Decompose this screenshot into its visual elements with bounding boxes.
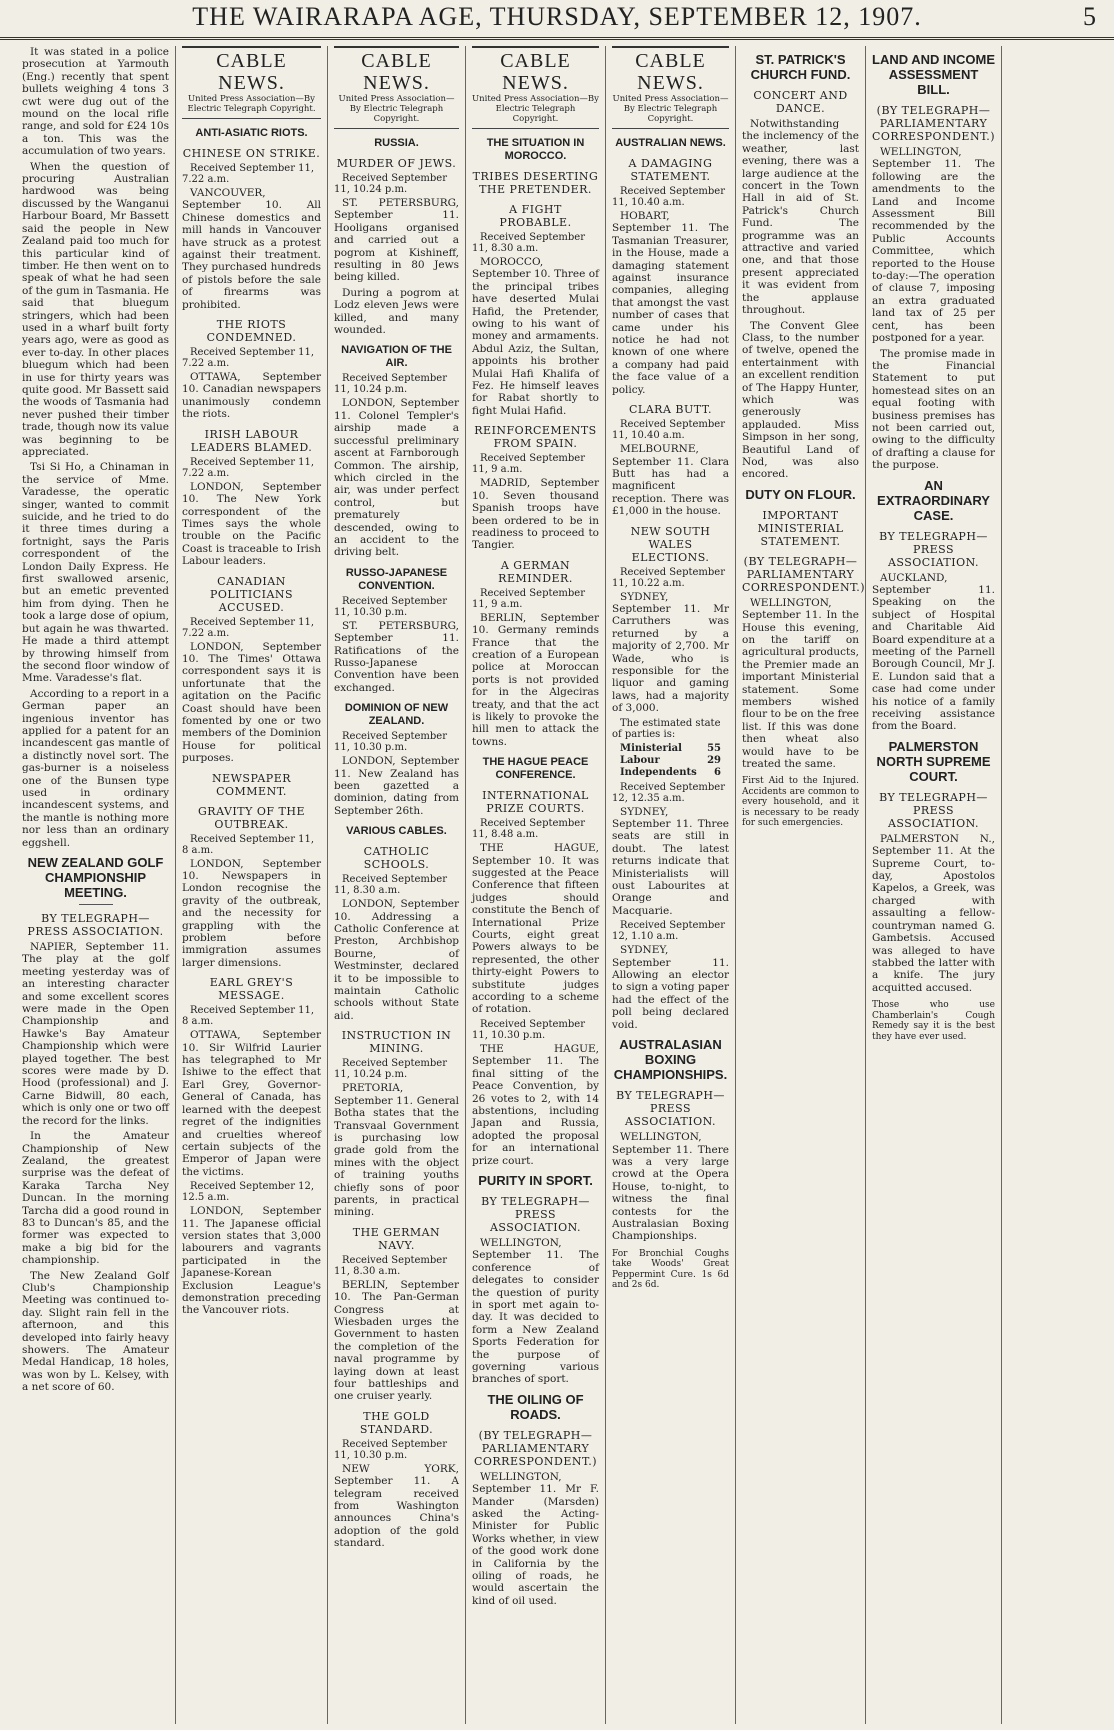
- headline: ST. PATRICK'S CHURCH FUND.: [750, 52, 851, 82]
- headline: PALMERSTON NORTH SUPREME COURT.: [876, 738, 991, 784]
- article-paragraph: NEW YORK, September 11. A telegram received from Washington announces China's adoption of the gold standard.: [334, 1462, 459, 1550]
- subheadline: THE GOLD STANDARD.: [359, 1409, 434, 1436]
- subheadline: CATHOLIC SCHOOLS.: [363, 845, 430, 872]
- article-paragraph: ST. PETERSBURG, September 11. Hooligans organised and carried out a pogrom at Kishineff, resulting in 80 Jews being killed.: [334, 197, 459, 284]
- article-paragraph: WELLINGTON, September 11. The following are the amendments to the Land and Income Assessment Bill recommended by the Public Accounts Committee, which reported to the House to-day:—The operation of clause 7, imposing an extra graduated land tax of 25 per cent, has been postponed for a year.: [872, 146, 995, 345]
- headline: NEW ZEALAND GOLF CHAMPIONSHIP MEETING.: [27, 855, 164, 900]
- received-line: Received September 11, 10.30 p.m.: [334, 731, 447, 754]
- subheadline: A DAMAGING STATEMENT.: [628, 157, 713, 183]
- article-paragraph: LONDON, September 11. The Japanese official version states that 3,000 labourers and vagrants participated in the Japanese-Korean Exclusion League's demonstration preceding the Vancouver riots.: [182, 1205, 321, 1317]
- received-line: Received September 11, 7.22 a.m.: [182, 616, 315, 639]
- headline: DOMINION OF NEW ZEALAND.: [344, 702, 449, 728]
- table-row: Independents 6: [620, 766, 721, 778]
- subheadline: MURDER OF JEWS.: [336, 157, 457, 170]
- byline: (BY TELEGRAPH—PARLIAMENTARY CORRESPONDENT.): [872, 104, 996, 143]
- article-paragraph: MADRID, September 10. Seven thousand Spanish troops have been ordered to be in readiness to proceed to Tangier.: [472, 477, 599, 552]
- received-line: Received September 11, 7.22 a.m.: [182, 163, 315, 185]
- article-paragraph: LONDON, September 10. The Times' Ottawa correspondent says it is unfortunate that the agitation on the Pacific Coast should have been fomented by one or two members of the Dominion House for political purposes.: [182, 640, 321, 765]
- subheadline: CHINESE ON STRIKE.: [182, 147, 321, 160]
- subheadline: THE GERMAN NAVY.: [352, 1225, 441, 1252]
- received-line: Received September 11, 7.22 a.m.: [182, 456, 315, 479]
- page-number: 5: [1083, 2, 1096, 31]
- article-paragraph: LONDON, September 10. Addressing a Catholic Conference at Preston, Archbishop Bourne, of Westminster, declared it to be impossible to maintain Catholic schools without State aid.: [334, 898, 459, 1022]
- subheadline: INSTRUCTION IN MINING.: [341, 1029, 452, 1056]
- headline: PURITY IN SPORT.: [478, 1172, 593, 1188]
- article-paragraph: According to a report in a German paper an ingenious inventor has applied for a patent for an incandescent gas mantle of a distinctly novel sort. The gas-burner is a noiseless one of the Bunsen type used in ordinary incandescent systems, and the mantle is nothing more nor less than an ordinary eggshell.: [22, 687, 169, 849]
- cable-news-header: CABLE NEWS.: [182, 46, 321, 94]
- received-line: Received September 11, 10.30 p.m.: [334, 595, 447, 618]
- article-paragraph: BERLIN, September 10. Germany reminds France that the creation of a European police at Moroccan ports is not provided for in the Algeciras treaty, and that the act is likely to provoke the hill men to attack the towns.: [472, 611, 599, 748]
- received-line: Received September 12, 1.10 a.m.: [612, 920, 725, 943]
- subheadline: CANADIAN POLITICIANS ACCUSED.: [209, 574, 294, 614]
- article-paragraph: SYDNEY, September 11. Allowing an elector to sign a voting paper had the effect of the poll being declared void.: [612, 944, 729, 1031]
- parties-label: The estimated state of parties is:: [612, 717, 721, 740]
- column-4: [466, 46, 606, 1724]
- subheadline: IMPORTANT MINISTERIAL STATEMENT.: [757, 508, 844, 548]
- subheadline: INTERNATIONAL PRIZE COURTS.: [482, 789, 589, 816]
- subheadline: CONCERT AND DANCE.: [753, 89, 848, 115]
- article-paragraph: AUCKLAND, September 11. Speaking on the subject of Hospital and Charitable Aid Board expenditure at a meeting of the Parnell Borough Council, Mr J. E. Lundon said that a case had come under his notice of a family receiving assistance from the Board.: [872, 571, 995, 733]
- article-paragraph: When the question of procuring Australian hardwood was being discussed by the Wanganui Harbour Board, Mr Bassett said the people in New Zealand paid too much for this particular kind of timber. He then went on to speak of what he had seen of the gum in Tasmania. He said that bluegum stringers, which had been used in a wharf built forty years ago, were as good as ever to-day. In other places bluegum which had been in use for thirty years was quite good. Mr Bassett said the woods of Tasmania had never pushed their timber trade, though now its value was beginning to be appreciated.: [22, 160, 169, 458]
- received-line: Received September 11, 9 a.m.: [472, 453, 585, 476]
- subheadline: REINFORCEMENTS FROM SPAIN.: [474, 424, 597, 451]
- received-line: Received September 11, 10.24 p.m.: [334, 373, 447, 396]
- cable-news-header: CABLE NEWS.: [334, 46, 459, 94]
- received-line: Received September 11, 10.30 p.m.: [334, 1438, 447, 1461]
- headline: NAVIGATION OF THE AIR.: [341, 344, 452, 370]
- subheadline: THE RIOTS CONDEMNED.: [206, 318, 297, 345]
- article-paragraph: THE HAGUE, September 10. It was suggested at the Peace Conference that fifteen judges should constitute the Bench of International Prize Courts, eight great Powers always to be represented, the other thirty-eight Powers to substitute judges according to a scheme of rotation.: [472, 842, 599, 1016]
- masthead: [0, 0, 1114, 40]
- article-paragraph: NAPIER, September 11. The play at the golf meeting yesterday was of an interesting character and some excellent scores were made in the Open Championship and Hawke's Bay Amateur Championship which were played together. The best scores were made by D. Hood (professional) and J. Carne Bidwill, 80 each, which is only one or two off the record for the links.: [22, 941, 169, 1127]
- subheadline: NEW SOUTH WALES ELECTIONS.: [630, 524, 711, 564]
- parties-table: [620, 743, 721, 779]
- subheadline: NEWSPAPER COMMENT.: [211, 771, 292, 798]
- received-line: Received September 11, 8 a.m.: [182, 833, 315, 856]
- subheadline: EARL GREY'S MESSAGE.: [209, 976, 294, 1003]
- advertisement: Those who use Chamberlain's Cough Remedy say it is the best they have ever used.: [872, 1000, 995, 1042]
- article-paragraph: The New Zealand Golf Club's Championship Meeting was continued to-day. Slight rain fell in the afternoon, and this developed into fairly heavy showers. The Amateur Medal Handicap, 18 holes, was won by L. Kelsey, with a net score of 60.: [22, 1269, 169, 1394]
- column-6: [736, 46, 866, 1724]
- headline: AUSTRALASIAN BOXING CHAMPIONSHIPS.: [613, 1037, 728, 1083]
- article-paragraph: Notwithstanding the inclemency of the weather, last evening, there was a large audience at the concert in the Town Hall in aid of St. Patrick's Church Fund. The programme was an attractive and varied one, and that those present appreciated it was evident from the applause throughout.: [742, 118, 859, 317]
- column-2: [176, 46, 328, 1724]
- received-line: Received September 11, 9 a.m.: [472, 587, 585, 610]
- received-line: Received September 11, 8.30 a.m.: [334, 1254, 447, 1277]
- received-line: Received September 11, 10.30 p.m.: [472, 1018, 585, 1041]
- received-line: Received September 12, 12.5 a.m.: [182, 1181, 315, 1204]
- byline: BY TELEGRAPH—PRESS ASSOCIATION.: [481, 1194, 590, 1234]
- headline: RUSSIA.: [374, 137, 419, 149]
- article-paragraph: THE HAGUE, September 11. The final sitting of the Peace Convention, by 26 votes to 2, with 14 abstentions, including Japan and Russia, adopted the proposal for an international prize court.: [472, 1042, 599, 1167]
- article-paragraph: HOBART, September 11. The Tasmanian Treasurer, in the House, made a damaging statement against insurance companies, alleging that amongst the vast number of cases that came under his notice he had not known of one where a company had paid the face value of a policy.: [612, 210, 729, 396]
- cable-news-credit: United Press Association—By Electric Telegraph Copyright.: [334, 94, 459, 129]
- byline: (BY TELEGRAPH—PARLIAMENTARY CORRESPONDENT.): [473, 1428, 598, 1468]
- article-paragraph: In the Amateur Championship of New Zealand, the greatest surprise was the defeat of Karaka Tarcha Ney Duncan. In the morning Tarcha did a good round in 83 to Duncan's 85, and the former was expected to make a big bid for the championship.: [22, 1130, 169, 1267]
- subheadline: A GERMAN REMINDER.: [498, 558, 573, 585]
- headline: RUSSO-JAPANESE CONVENTION.: [345, 566, 448, 592]
- received-line: Received September 11, 8 a.m.: [182, 1005, 315, 1028]
- newspaper-title: THE WAIRARAPA AGE, THURSDAY, SEPTEMBER 12, 1907.: [192, 2, 922, 31]
- column-7: [866, 46, 1002, 1724]
- table-row: Labour 29: [620, 754, 721, 766]
- cable-news-header: CABLE NEWS.: [472, 46, 599, 94]
- article-paragraph: WELLINGTON, September 11. In the House this evening, on the tariff on agricultural products, the Premier made an important Ministerial statement. Some members wished flour to be on the free list. If this was done then wheat also would have to be treated the same.: [742, 596, 859, 771]
- article-paragraph: SYDNEY, September 11. Mr Carruthers was returned by a majority of 2,700. Mr Wade, who is responsible for the liquor and gaming laws, had a majority of 3,000.: [612, 590, 729, 715]
- subheadline: TRIBES DESERTING THE PRETENDER.: [472, 170, 599, 196]
- article-paragraph: SYDNEY, September 11. Three seats are still in doubt. The latest returns indicate that Ministerialists will oust Labourites at Orange and Macquarie.: [612, 805, 729, 917]
- article-paragraph: LONDON, September 11. New Zealand has been gazetted a dominion, dating from September 26th.: [334, 755, 459, 817]
- subheadline: IRISH LABOUR LEADERS BLAMED.: [190, 427, 313, 454]
- article-paragraph: PALMERSTON N., September 11. At the Supreme Court, to-day, Apostolos Kapelos, a Greek, was charged with assaulting a fellow-countryman named G. Gambetsis. Accused was alleged to have stabbed the latter with a knife. The jury acquitted accused.: [872, 832, 995, 994]
- article-paragraph: LONDON, September 10. The New York correspondent of the Times says the whole trouble on the Pacific Coast is traceable to Irish Labour leaders.: [182, 480, 321, 568]
- headline: LAND AND INCOME ASSESSMENT BILL.: [872, 52, 996, 97]
- table-row: Ministerial 55: [620, 742, 721, 754]
- headline: ANTI-ASIATIC RIOTS.: [195, 127, 308, 139]
- cable-news-credit: United Press Association—By Electric Telegraph Copyright.: [472, 94, 599, 129]
- headline: THE OILING OF ROADS.: [487, 1391, 584, 1422]
- headline: DUTY ON FLOUR.: [745, 486, 856, 502]
- subheadline: CLARA BUTT.: [629, 403, 712, 417]
- advertisement: First Aid to the Injured. Accidents are common to every household, and it is necessary to be ready for such emergencies.: [742, 776, 859, 829]
- received-line: Received September 11, 10.22 a.m.: [612, 566, 725, 589]
- article-paragraph: LONDON, September 11. Colonel Templer's airship made a successful preliminary ascent at Farnborough Common. The airship, which circled in the air, was under perfect control, but prematurely descended, owing to an accident to the driving belt.: [334, 397, 459, 559]
- headline: AUSTRALIAN NEWS.: [615, 137, 726, 149]
- subheadline: A FIGHT PROBABLE.: [499, 203, 572, 229]
- column-1: [16, 46, 176, 1724]
- divider: [79, 904, 113, 905]
- article-paragraph: OTTAWA, September 10. Sir Wilfrid Laurier has telegraphed to Mr Ishiwe to the effect that Earl Grey, Governor-General of Canada, has learned with the deepest regret of the indignities and cruelties whereof certain subjects of the Emperor of Japan were the victims.: [182, 1029, 321, 1178]
- received-line: Received September 11, 10.24 p.m.: [334, 173, 447, 195]
- column-5: [606, 46, 736, 1724]
- cable-news-credit: United Press Association—By Electric Telegraph Copyright.: [612, 94, 729, 129]
- article-paragraph: It was stated in a police prosecution at Yarmouth (Eng.) recently that spent bullets weighing 4 tons 3 cwt were dug out of the mound on the local rifle range, and sold for £24 10s a ton. This was the accumulation of two years.: [22, 46, 169, 158]
- received-line: Received September 11, 10.40 a.m.: [612, 419, 725, 442]
- received-line: Received September 11, 10.24 p.m.: [334, 1058, 447, 1081]
- byline: BY TELEGRAPH—PRESS ASSOCIATION.: [27, 912, 164, 938]
- headline: THE SITUATION IN MOROCCO.: [486, 137, 585, 162]
- article-paragraph: WELLINGTON, September 11. The conference of delegates to consider the question of purity in sport met again to-day. It was decided to form a New Zealand Sports Federation for the purpose of governing various branches of sport.: [472, 1236, 599, 1386]
- received-line: Received September 11, 8.48 a.m.: [472, 818, 585, 841]
- article-paragraph: The promise made in the Financial Statement to put homestead sites on an equal footing with business premises has not been carried out, owing to the difficulty of drafting a clause for the purpose.: [872, 347, 995, 472]
- headline: THE HAGUE PEACE CONFERENCE.: [482, 756, 589, 782]
- received-line: Received September 11, 8.30 a.m.: [334, 874, 447, 897]
- headline: AN EXTRAORDINARY CASE.: [877, 477, 990, 523]
- received-line: Received September 11, 7.22 a.m.: [182, 347, 315, 370]
- article-paragraph: Tsi Si Ho, a Chinaman in the service of Mme. Varadesse, the operatic singer, wanted to commit suicide, and he tried to do it three times during a fortnight, says the Paris correspondent of the London Daily Express. He first swallowed arsenic, but an emetic prevented him from dying. Then he took a large dose of opium, but again he was thwarted. He made a third attempt by throwing himself from the second floor window of Mme. Varadesse's flat.: [22, 461, 169, 685]
- byline: BY TELEGRAPH—PRESS ASSOCIATION.: [616, 1089, 725, 1129]
- article-paragraph: During a pogrom at Lodz eleven Jews were killed, and many wounded.: [334, 286, 459, 337]
- byline: BY TELEGRAPH—PRESS ASSOCIATION.: [879, 790, 988, 830]
- article-paragraph: WELLINGTON, September 11. There was a very large crowd at the Opera House, to-night, to witness the final contests for the Australasian Boxing Championships.: [612, 1131, 729, 1243]
- received-line: Received September 12, 12.35 a.m.: [612, 781, 725, 804]
- article-paragraph: LONDON, September 10. Newspapers in London recognise the gravity of the outbreak, and the necessity for grappling with the problem before immigration assumes larger dimensions.: [182, 857, 321, 969]
- article-paragraph: ST. PETERSBURG, September 11. Ratifications of the Russo-Japanese Convention have been exchanged.: [334, 619, 459, 694]
- article-paragraph: VANCOUVER, September 10. All Chinese domestics and mill hands in Vancouver have struck as a protest against their treatment. They purchased hundreds of pistols before the sale of firearms was prohibited.: [182, 187, 321, 311]
- article-paragraph: MELBOURNE, September 11. Clara Butt has had a magnificent reception. There was £1,000 in the house.: [612, 443, 729, 518]
- advertisement: For Bronchial Coughs take Woods' Great Peppermint Cure. 1s 6d and 2s 6d.: [612, 1248, 729, 1291]
- received-line: Received September 11, 8.30 a.m.: [472, 232, 585, 254]
- article-paragraph: OTTAWA, September 10. Canadian newspapers unanimously condemn the riots.: [182, 371, 321, 421]
- column-3: [328, 46, 466, 1724]
- byline: BY TELEGRAPH—PRESS ASSOCIATION.: [879, 529, 988, 569]
- cable-news-credit: United Press Association—By Electric Telegraph Copyright.: [182, 94, 321, 119]
- article-paragraph: MOROCCO, September 10. Three of the principal tribes have deserted Mulai Hafid, the Pretender, owing to his want of money and armaments. Abdul Aziz, the Sultan, appoints his brother Mulai Hafi Khalifa of Fez. He himself leaves for Rabat shortly to fight Mulai Hafid.: [472, 256, 599, 417]
- subheadline: GRAVITY OF THE OUTBREAK.: [198, 804, 305, 831]
- article-paragraph: PRETORIA, September 11. General Botha states that the Transvaal Government is purchasing low grade gold from the mines with the object of training youths chiefly sons of poor parents, in practical mining.: [334, 1082, 459, 1219]
- cable-news-header: CABLE NEWS.: [612, 46, 729, 94]
- article-paragraph: WELLINGTON, September 11. Mr F. Mander (Marsden) asked the Acting-Minister for Public Works whether, in view of the good work done in California by the oiling of roads, he would ascertain the kind of oil used.: [472, 1470, 599, 1607]
- byline: (BY TELEGRAPH—PARLIAMENTARY CORRESPONDENT.): [742, 554, 866, 594]
- article-paragraph: BERLIN, September 10. The Pan-German Congress at Wiesbaden urges the Government to hasten the completion of the naval programme by laying down at least four battleships and one cruiser yearly.: [334, 1278, 459, 1403]
- article-paragraph: The Convent Glee Class, to the number of twelve, opened the entertainment with an excellent rendition of The Happy Hunter, which was generously applauded. Miss Simpson in her song, Beautiful Land of Nod, was also encored.: [742, 319, 859, 481]
- headline: VARIOUS CABLES.: [346, 825, 447, 838]
- received-line: Received September 11, 10.40 a.m.: [612, 186, 725, 208]
